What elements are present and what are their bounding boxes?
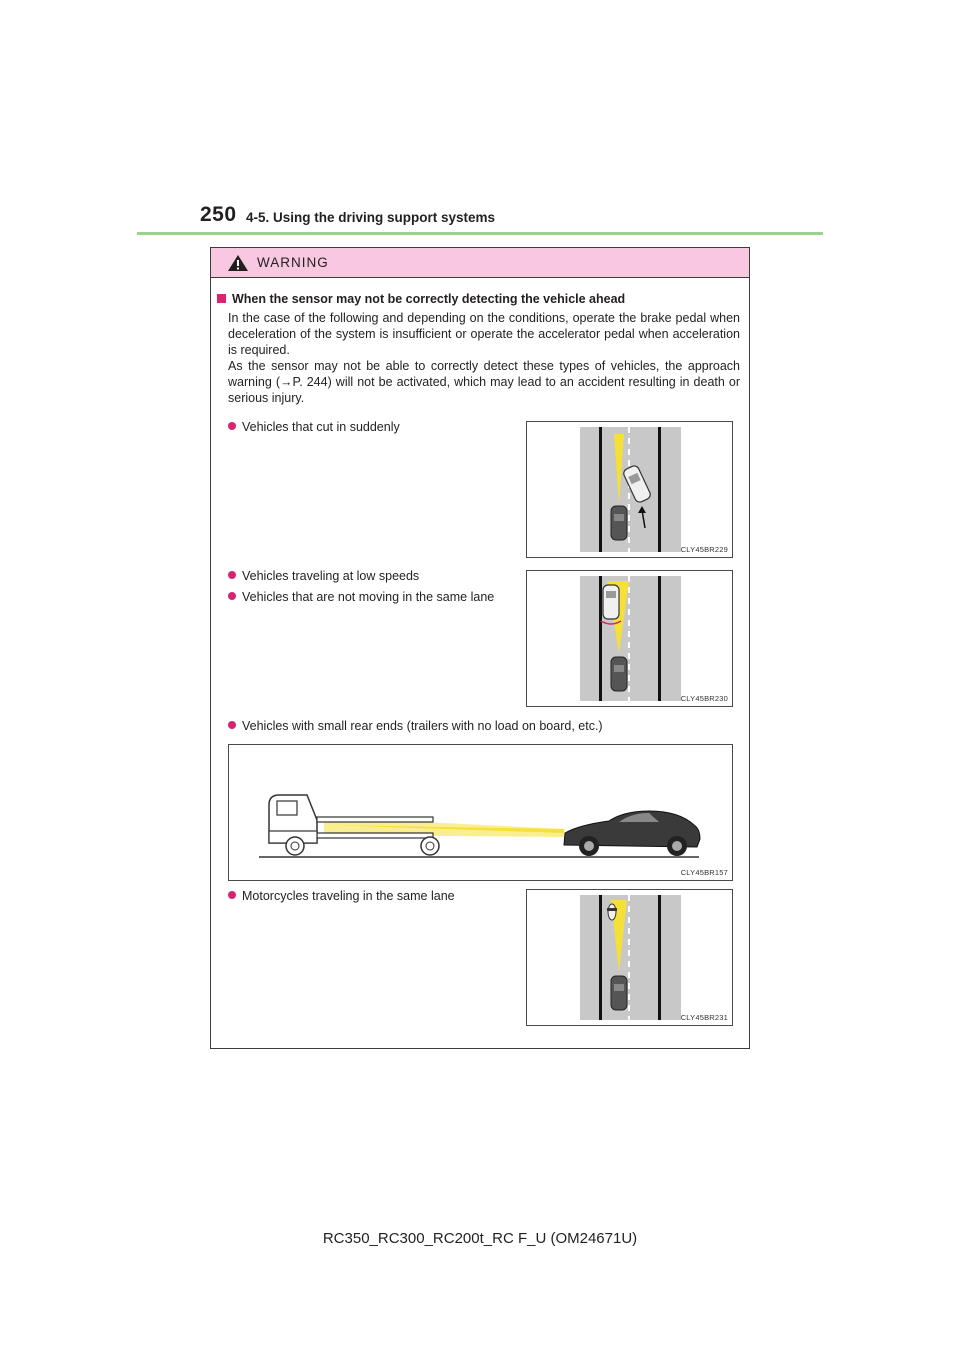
figure-code: CLY45BR229 <box>680 545 728 554</box>
bullet-text: Vehicles that are not moving in the same lane <box>242 590 495 604</box>
bullet-dot-icon <box>228 891 236 899</box>
page-number: 250 <box>200 203 237 226</box>
bullet-text: Vehicles traveling at low speeds <box>242 569 420 583</box>
bullet-dot-icon <box>228 721 236 729</box>
bullet-low-speed <box>228 569 419 583</box>
figure-code: CLY45BR231 <box>680 1013 728 1022</box>
figure-cut-in <box>526 421 733 558</box>
bullet-small-rear <box>228 719 603 733</box>
section-title: 4-5. Using the driving support systems <box>246 210 496 225</box>
bullet-not-moving <box>228 590 494 604</box>
paragraph-2: As the sensor may not be able to correctly detect these types of vehicles, the approach warning (→P. 244) will not be activated, which may lead to an accident resulting in death or serious injury. <box>228 359 740 405</box>
header-rule <box>137 232 823 235</box>
bullet-text: Vehicles that cut in suddenly <box>242 420 400 434</box>
body-text <box>228 310 740 406</box>
figure-trailer <box>228 744 733 881</box>
warning-triangle-icon <box>227 254 249 272</box>
figure-low-speed <box>526 570 733 707</box>
warning-label: WARNING <box>257 255 329 270</box>
warning-header <box>211 248 749 278</box>
bullet-text: Motorcycles traveling in the same lane <box>242 889 455 903</box>
footer-model: RC350_RC300_RC200t_RC F_U (OM24671U) <box>322 1230 638 1247</box>
bullet-dot-icon <box>228 592 236 600</box>
bullet-text: Vehicles with small rear ends (trailers with no load on board, etc.) <box>242 719 603 733</box>
bullet-cut-in <box>228 420 400 434</box>
item-title-text: When the sensor may not be correctly detecting the vehicle ahead <box>232 292 626 306</box>
paragraph-1: In the case of the following and depending on the conditions, operate the brake pedal when deceleration of the system is insufficient or operate the accelerator pedal when acceleration is required. <box>228 311 740 357</box>
figure-code: CLY45BR157 <box>680 868 728 877</box>
item-title <box>217 292 625 306</box>
figure-code: CLY45BR230 <box>680 694 728 703</box>
bullet-dot-icon <box>228 422 236 430</box>
square-bullet-icon <box>217 294 226 303</box>
figure-motorcycles <box>526 889 733 1026</box>
bullet-dot-icon <box>228 571 236 579</box>
warning-box <box>210 247 750 1049</box>
bullet-motorcycles <box>228 889 455 903</box>
